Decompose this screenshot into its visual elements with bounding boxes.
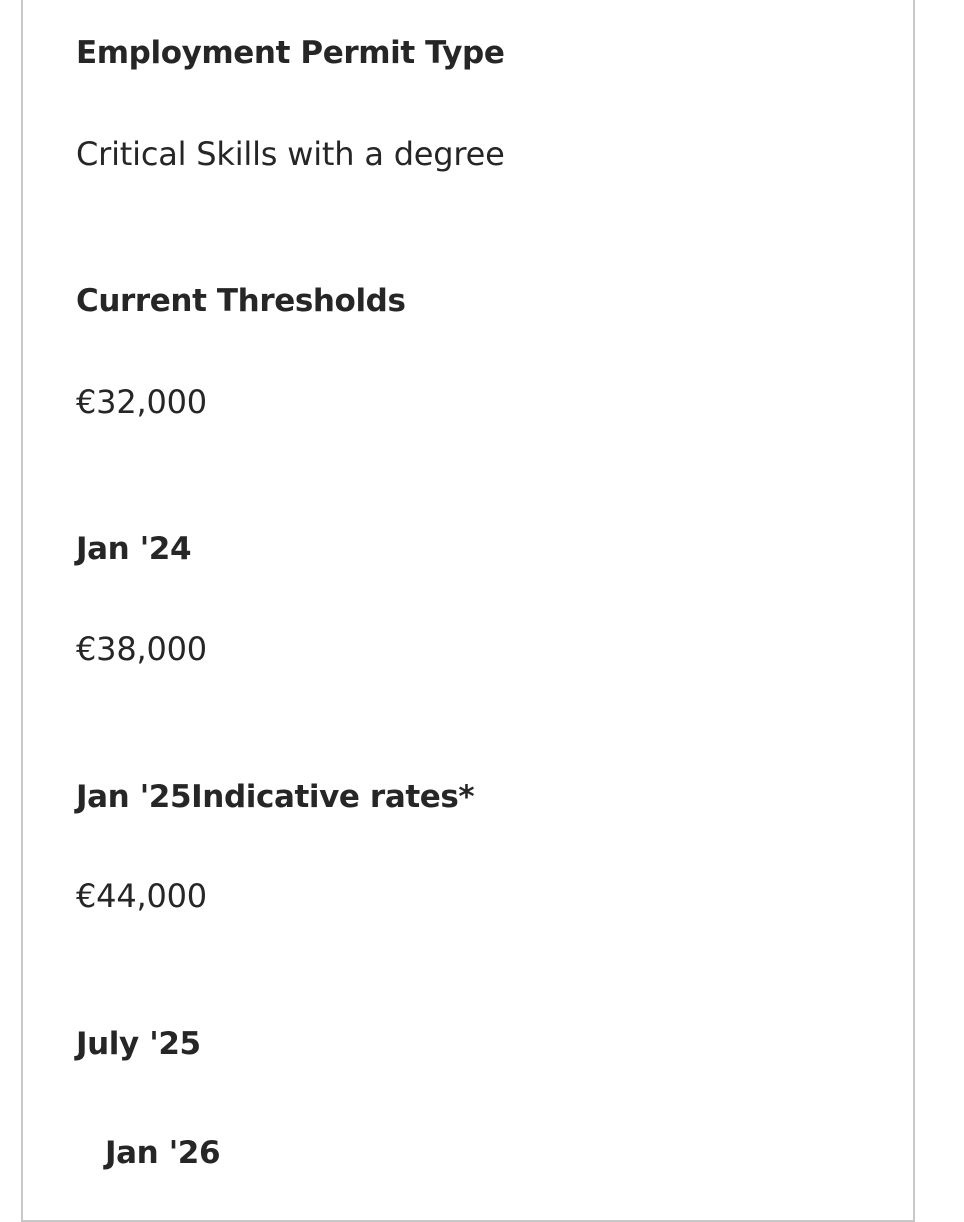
permit-type-value: Critical Skills with a degree bbox=[76, 135, 505, 173]
jan-24-heading: Jan '24 bbox=[76, 531, 192, 567]
current-thresholds-heading: Current Thresholds bbox=[76, 283, 406, 319]
jan-26-heading: Jan '26 bbox=[105, 1135, 221, 1171]
jan-24-value: €38,000 bbox=[76, 630, 207, 668]
threshold-card bbox=[21, 0, 915, 1222]
jan-25-value: €44,000 bbox=[76, 877, 207, 915]
jan-25-heading: Jan '25Indicative rates* bbox=[76, 779, 475, 815]
current-thresholds-value: €32,000 bbox=[76, 383, 207, 421]
permit-type-heading: Employment Permit Type bbox=[76, 35, 505, 71]
july-25-heading: July '25 bbox=[76, 1026, 201, 1062]
